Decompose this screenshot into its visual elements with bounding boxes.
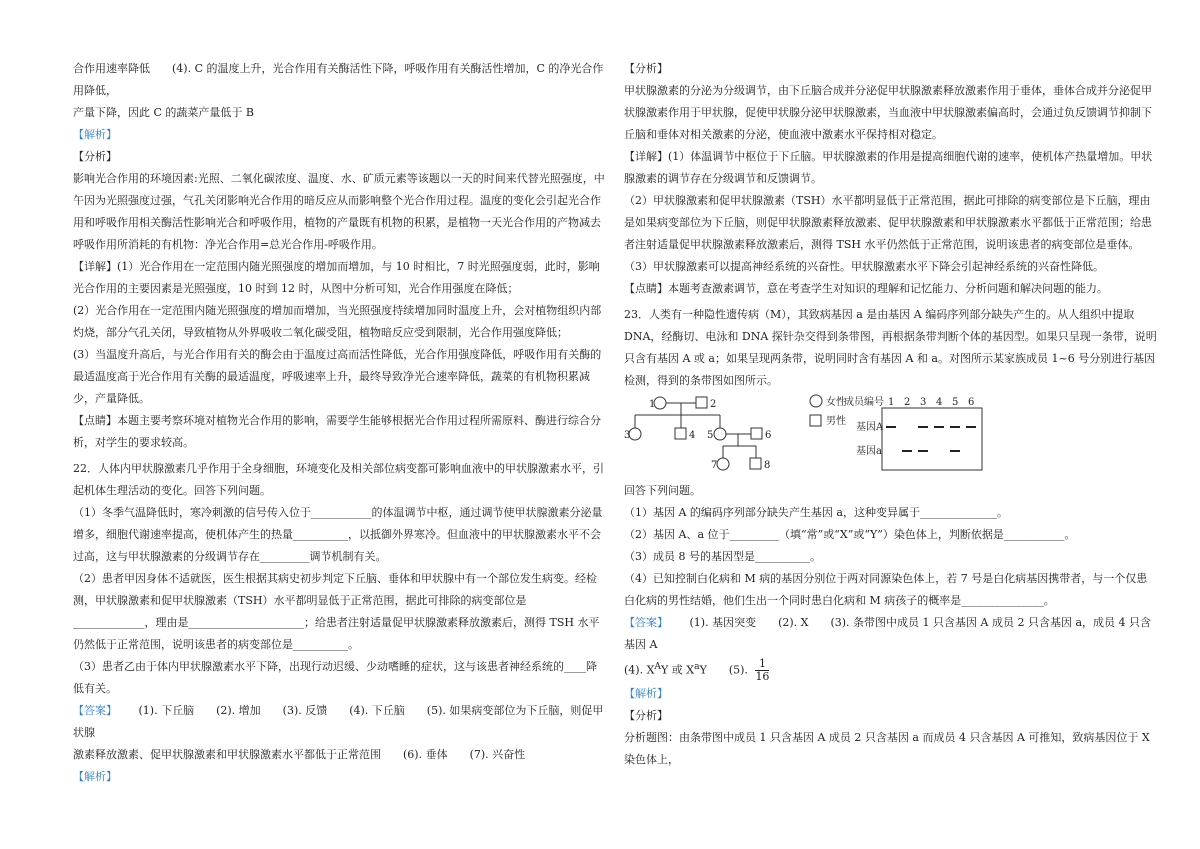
xiangjie-2: (2）光合作用在一定范围内随光照强度的增加而增加，当光照强度持续增加同时温度上升，会对植物组织内部灼烧，部分气孔关闭，导致植物从外界吸收二氧化碳受阻，植物暗反应受到限制，光合作用强度降低；: [73, 304, 602, 339]
question-23-part-2: （2）基因 A、a 位于_________（填“常”或“X”或“Y”）染色体上，判断依据是___________。: [624, 528, 1076, 541]
dianjing-1: 【点睛】本题主要考察环境对植物光合作用的影响，需要学生能够根据光合作用过程所需原料、酶进行综合分析，对学生的要求较高。: [73, 414, 601, 449]
left-paragraph-0: 合作用速率降低 (4). C 的温度上升，光合作用有关酶活性下降，呼吸作用有关酶活性增加，C 的净光合作用降低，: [73, 62, 604, 97]
jiexi-label-1: 【解析】: [73, 128, 117, 141]
band-number-2: 2: [904, 397, 911, 408]
band-number-4: 4: [936, 397, 943, 408]
answer-23-line-1: (1). 基因突变 (2). X (3). 条带图中成员 1 只含基因 A 成员 2 只含基因 a，成员 4 只含基因 A: [624, 616, 1152, 651]
answer-23-part-4b: Y 或 X: [661, 663, 695, 677]
band-number-5: 5: [952, 397, 959, 408]
pedigree-label-4: 4: [689, 430, 696, 441]
fraction-denominator: 16: [755, 670, 770, 684]
pedigree-label-8: 8: [764, 460, 771, 471]
left-paragraph-1: 产量下降，因此 C 的蔬菜产量低于 B: [73, 106, 254, 119]
pedigree-member-1: [654, 397, 666, 409]
band-gene-A-label: 基因A: [856, 422, 884, 433]
jiexi-label-2: 【解析】: [73, 770, 117, 783]
figure-svg: [624, 394, 1158, 474]
right-dianjing: 【点睛】本题考查激素调节，意在考查学生对知识的理解和记忆能力、分析问题和解决问题的能力。: [624, 282, 1108, 295]
question-22-part-1: （1）冬季气温降低时，寒冷刺激的信号传入位于___________的体温调节中枢，通过调节使甲状腺激素分泌量增多，细胞代谢速率提高，使机体产生的热量__________，以抵御外界寒冷。但血液中的甲状腺激素水平不会过高，这与甲状腺激素的分级调节存在_________调节机制有关。: [73, 506, 603, 563]
question-23-part-3: （3）成员 8 号的基因型是__________。: [624, 550, 821, 563]
band-number-3: 3: [920, 397, 927, 408]
question-23-title: 23．人类有一种隐性遗传病（M），其致病基因 a 是由基因 A 编码序列部分缺失产生的。从人组织中提取 DNA，经酶切、电泳和 DNA 探针杂交得到条带图，再根据条带判断个体的基因型。如果只呈现一条带，说明只含有基因 A 或 a；如果呈现两条带，说明同时含有基因 A 和 a。对图所示某家族成员 1~6 号分别进行基因检测，得到的条带图如图所示。: [624, 308, 1157, 387]
pedigree-label-1: 1: [649, 399, 656, 410]
legend-female-symbol: [810, 395, 822, 407]
legend-male-symbol: [810, 415, 821, 426]
answer-23-part-4a: (4). X: [624, 663, 655, 677]
answer-22: [73, 700, 607, 744]
pedigree-label-6: 6: [765, 430, 772, 441]
fraction-numerator: 1: [755, 658, 769, 671]
answer-23-part-5: Y (5).: [699, 663, 748, 677]
fenxi-text-1: 影响光合作用的环境因素:光照、二氧化碳浓度、温度、水、矿质元素等该题以一天的时间来代替光照强度，中午因为光照强度过强，气孔关闭影响光合作用的暗反应从而影响整个光合作用过程。温度的变化会引起光合作用和呼吸作用相关酶活性影响光合和呼吸作用，植物的产量既有机物的积累，是植物一天光合作用的产物减去呼吸作用所消耗的有机物：净光合作用=总光合作用-呼吸作用。: [73, 172, 605, 251]
answer-22-line-1: (1). 下丘脑 (2). 增加 (3). 反馈 (4). 下丘脑 (5). 如果病变部位为下丘脑，则促甲状腺: [73, 704, 604, 739]
right-xiangjie-3: （3）甲状腺激素可以提高神经系统的兴奋性。甲状腺激素水平下降会引起神经系统的兴奋性降低。: [624, 260, 1104, 273]
question-23-part-4: （4）已知控制白化病和 M 病的基因分别位于两对同源染色体上，若 7 号是白化病基因携带者，与一个仅患白化病的男性结婚，他们生出一个同时患白化病和 M 病孩子的概率是_______________。: [624, 572, 1148, 607]
pedigree-member-5: [714, 428, 726, 440]
right-fenxi-label: 【分析】: [624, 62, 668, 75]
left-column: [73, 58, 607, 788]
fenxi-label-1: 【分析】: [73, 150, 117, 163]
right-jiexi-label: 【解析】: [624, 687, 668, 701]
question-22-title: 22．人体内甲状腺激素几乎作用于全身细胞，环境变化及相关部位病变都可影响血液中的甲状腺激素水平，引起机体生理活动的变化。回答下列问题。: [73, 462, 604, 497]
pedigree-label-2: 2: [710, 399, 717, 410]
pedigree-label-3: 3: [624, 430, 631, 441]
answer-23-sup-A: A: [654, 661, 662, 672]
question-23-part-1: （1）基因 A 的编码序列部分缺失产生基因 a，这种变异属于______________。: [624, 506, 1008, 519]
band-member-label: 成员编号: [844, 397, 884, 408]
prompt-23: 回答下列问题。: [624, 484, 701, 497]
answer-22-line-2: 激素释放激素、促甲状腺激素和甲状腺激素水平都低于正常范围 (6). 垂体 (7). 兴奋性: [73, 748, 526, 761]
band-chart-frame: [882, 408, 982, 470]
answer-23-line-2: [624, 656, 1158, 683]
answer-23: [624, 612, 1158, 656]
pedigree-label-7: 7: [711, 460, 718, 471]
band-gene-a-label: 基因a: [856, 446, 882, 457]
right-column: [624, 58, 1158, 771]
pedigree-and-band-figure: [624, 394, 1158, 474]
answer-23-fraction: [755, 658, 769, 683]
legend-female-label: 女性: [826, 397, 846, 408]
answer-label-23: 【答案】: [624, 616, 668, 629]
xiangjie-3: (3）当温度升高后，与光合作用有关的酶会由于温度过高而活性降低，光合作用强度降低，呼吸作用有关酶的最适温度高于光合作用有关酶的最适温度，呼吸速率上升，最终导致净光合速率降低，蔬菜的有机物积累减少，产量降低。: [73, 348, 602, 405]
answer-label-22: 【答案】: [73, 704, 117, 717]
band-number-6: 6: [968, 397, 975, 408]
pedigree-member-8: [750, 458, 761, 469]
right-fenxi2-label: 【分析】: [624, 709, 668, 723]
band-number-1: 1: [888, 397, 895, 408]
question-22-part-2: （2）患者甲因身体不适就医，医生根据其病史初步判定下丘脑、垂体和甲状腺中有一个部位发生病变。经检测，甲状腺激素和促甲状腺激素（TSH）水平都明显低于正常范围，据此可排除的病变部位是_____________，理由是_____________________；给患者注射适量促甲状腺激素释放激素后，测得 TSH 水平仍然低于正常范围，说明该患者的病变部位是__________。: [73, 572, 600, 651]
question-22-part-3: （3）患者乙由于体内甲状腺激素水平下降，出现行动迟缓、少动嗜睡的症状，这与该患者神经系统的____降低有关。: [73, 660, 597, 695]
right-fenxi-text: 甲状腺激素的分泌为分级调节，由下丘脑合成并分泌促甲状腺激素释放激素作用于垂体，垂体合成并分泌促甲状腺激素作用于甲状腺，促使甲状腺分泌甲状腺激素，当血液中甲状腺激素偏高时，会通过负反馈调节抑制下丘脑和垂体对相关激素的分泌，使血液中激素水平保持相对稳定。: [624, 84, 1152, 141]
xiangjie-1: 【详解】(1）光合作用在一定范围内随光照强度的增加而增加，与 10 时相比，7 时光照强度弱，此时，影响光合作用的主要因素是光照强度，10 时到 12 时，从图中分析可知，光合作用强度在降低；: [73, 260, 600, 295]
pedigree-member-4: [675, 428, 686, 439]
answer-23-sup-a: a: [694, 661, 700, 672]
right-fenxi2-text: 分析题图：由条带图中成员 1 只含基因 A 成员 2 只含基因 a 而成员 4 只含基因 A 可推知，致病基因位于 X 染色体上，: [624, 731, 1150, 767]
right-xiangjie-1: 【详解】(1）体温调节中枢位于下丘脑。甲状腺激素的作用是提高细胞代谢的速率，使机体产热量增加。甲状腺激素的调节存在分级调节和反馈调节。: [624, 150, 1153, 185]
pedigree-member-2: [696, 397, 707, 408]
pedigree-member-3: [629, 428, 641, 440]
pedigree-member-7: [717, 458, 729, 470]
pedigree-member-6: [751, 428, 762, 439]
legend-male-label: 男性: [826, 416, 846, 427]
pedigree-label-5: 5: [707, 430, 714, 441]
right-xiangjie-2: （2）甲状腺激素和促甲状腺激素（TSH）水平都明显低于正常范围，据此可排除的病变部位是下丘脑，理由是如果病变部位为下丘脑，则促甲状腺激素释放激素、促甲状腺激素和甲状腺激素水平都低于正常范围；给患者注射适量促甲状腺激素释放激素后，测得 TSH 水平仍然低于正常范围，说明该患者的病变部位是垂体。: [624, 194, 1152, 251]
